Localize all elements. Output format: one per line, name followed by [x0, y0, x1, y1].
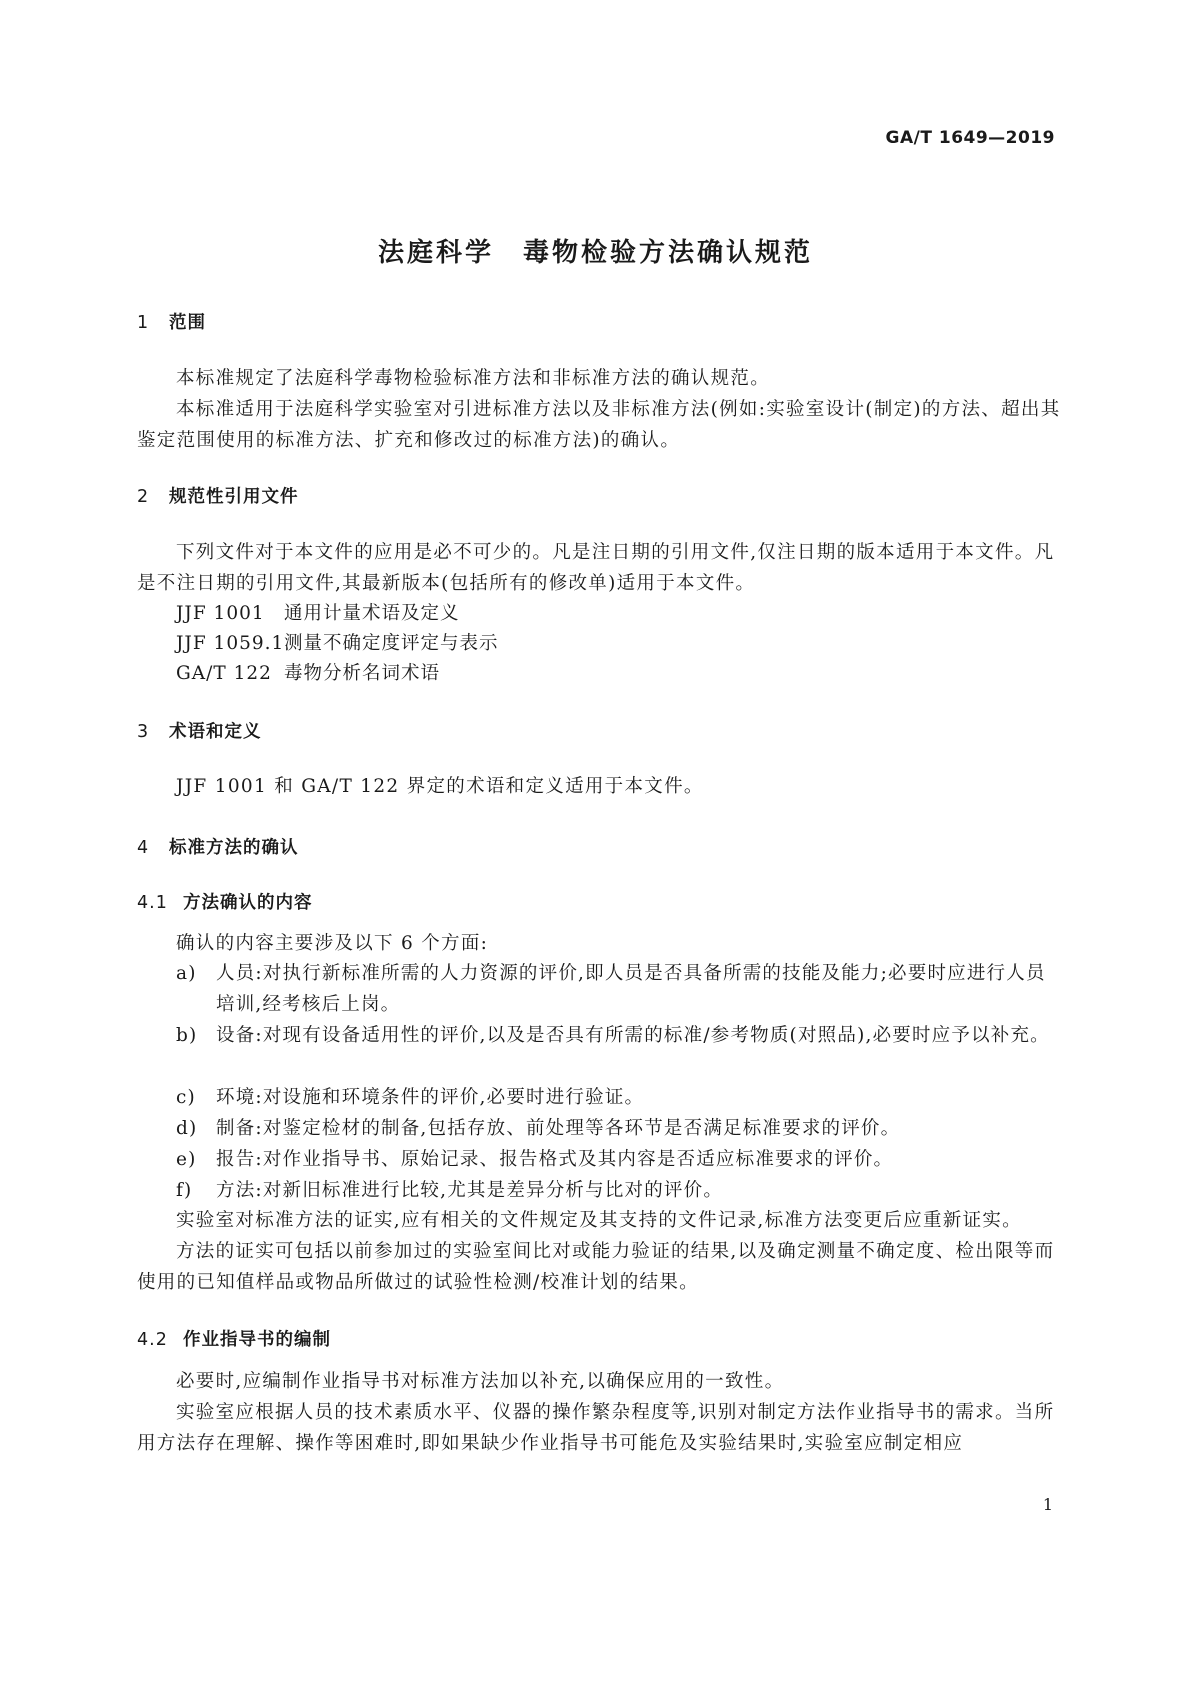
section-1-heading — [137, 309, 206, 334]
list-item — [176, 1175, 1063, 1206]
section-2-intro: 下列文件对于本文件的应用是必不可少的。凡是注日期的引用文件,仅注日期的版本适用于本文件。凡是不注日期的引用文件,其最新版本(包括所有的修改单)适用于本文件。 — [137, 542, 1055, 594]
section-1-paragraph-1: 本标准规定了法庭科学毒物检验标准方法和非标准方法的确认规范。 — [176, 368, 771, 389]
list-item-label: f) — [176, 1180, 193, 1201]
list-item-label: e) — [176, 1149, 197, 1170]
subsection-title: 作业指导书的编制 — [183, 1330, 331, 1350]
list-item-text: 人员:对执行新标准所需的人力资源的评价,即人员是否具备所需的技能及能力;必要时应进行人员培训,经考核后上岗。 — [216, 963, 1046, 1015]
reference-name: 通用计量术语及定义 — [284, 603, 460, 624]
subsection-number: 4.2 — [137, 1330, 168, 1350]
section-number: 3 — [137, 722, 150, 742]
document-title: 法庭科学 毒物检验方法确认规范 — [377, 238, 813, 268]
list-item — [176, 1144, 1063, 1175]
section-title: 术语和定义 — [169, 722, 262, 742]
section-title: 标准方法的确认 — [169, 838, 299, 858]
reference-name: 测量不确定度评定与表示 — [284, 633, 499, 654]
section-2-heading — [137, 483, 299, 508]
subsection-4-1-paragraph-1: 实验室对标准方法的证实,应有相关的文件规定及其支持的文件记录,标准方法变更后应重新证实。 — [176, 1210, 1022, 1231]
subsection-4-1-intro: 确认的内容主要涉及以下 6 个方面: — [176, 933, 489, 954]
list-item — [176, 1082, 1063, 1113]
section-number: 1 — [137, 313, 150, 333]
list-item-text: 方法:对新旧标准进行比较,尤其是差异分析与比对的评价。 — [216, 1180, 724, 1201]
reference-item — [176, 599, 460, 625]
list-item — [176, 958, 1063, 1020]
section-title: 规范性引用文件 — [169, 487, 299, 507]
section-title: 范围 — [169, 313, 206, 333]
subsection-number: 4.1 — [137, 893, 168, 913]
reference-code: GA/T 122 — [176, 663, 272, 684]
list-item-label: b) — [176, 1025, 198, 1046]
section-number: 4 — [137, 838, 150, 858]
subsection-title: 方法确认的内容 — [183, 893, 313, 913]
reference-name: 毒物分析名词术语 — [284, 663, 441, 684]
section-3-paragraph: JJF 1001 和 GA/T 122 界定的术语和定义适用于本文件。 — [176, 776, 704, 797]
section-number: 2 — [137, 487, 150, 507]
list-item-label: a) — [176, 963, 197, 984]
section-3-heading — [137, 718, 262, 743]
list-item — [176, 1020, 1063, 1051]
subsection-4-1-heading — [137, 889, 313, 914]
reference-item — [176, 659, 440, 685]
reference-code: JJF 1059.1 — [176, 633, 285, 654]
page-number: 1 — [1042, 1495, 1053, 1514]
section-1-paragraph-2: 本标准适用于法庭科学实验室对引进标准方法以及非标准方法(例如:实验室设计(制定)的方法、超出其鉴定范围使用的标准方法、扩充和修改过的标准方法)的确认。 — [137, 399, 1061, 451]
standard-code: GA/T 1649—2019 — [885, 128, 1055, 148]
list-item-text: 制备:对鉴定检材的制备,包括存放、前处理等各环节是否满足标准要求的评价。 — [216, 1118, 901, 1139]
subsection-4-2-heading — [137, 1326, 331, 1351]
reference-item — [176, 629, 499, 655]
reference-code: JJF 1001 — [176, 603, 265, 624]
list-item — [176, 1113, 1063, 1144]
subsection-4-2-paragraph-2: 实验室应根据人员的技术素质水平、仪器的操作繁杂程度等,识别对制定方法作业指导书的需求。当所用方法存在理解、操作等困难时,即如果缺少作业指导书可能危及实验结果时,实验室应制定相应 — [137, 1402, 1055, 1454]
list-item-text: 报告:对作业指导书、原始记录、报告格式及其内容是否适应标准要求的评价。 — [216, 1149, 894, 1170]
subsection-4-2-paragraph-1: 必要时,应编制作业指导书对标准方法加以补充,以确保应用的一致性。 — [176, 1371, 785, 1392]
list-item-text: 设备:对现有设备适用性的评价,以及是否具有所需的标准/参考物质(对照品),必要时应予以补充。 — [216, 1025, 1050, 1046]
section-4-heading — [137, 834, 299, 859]
list-item-label: d) — [176, 1118, 198, 1139]
list-item-label: c) — [176, 1087, 196, 1108]
subsection-4-1-paragraph-2: 方法的证实可包括以前参加过的实验室间比对或能力验证的结果,以及确定测量不确定度、检出限等而使用的已知值样品或物品所做过的试验性检测/校准计划的结果。 — [137, 1241, 1055, 1293]
list-item-text: 环境:对设施和环境条件的评价,必要时进行验证。 — [216, 1087, 645, 1108]
